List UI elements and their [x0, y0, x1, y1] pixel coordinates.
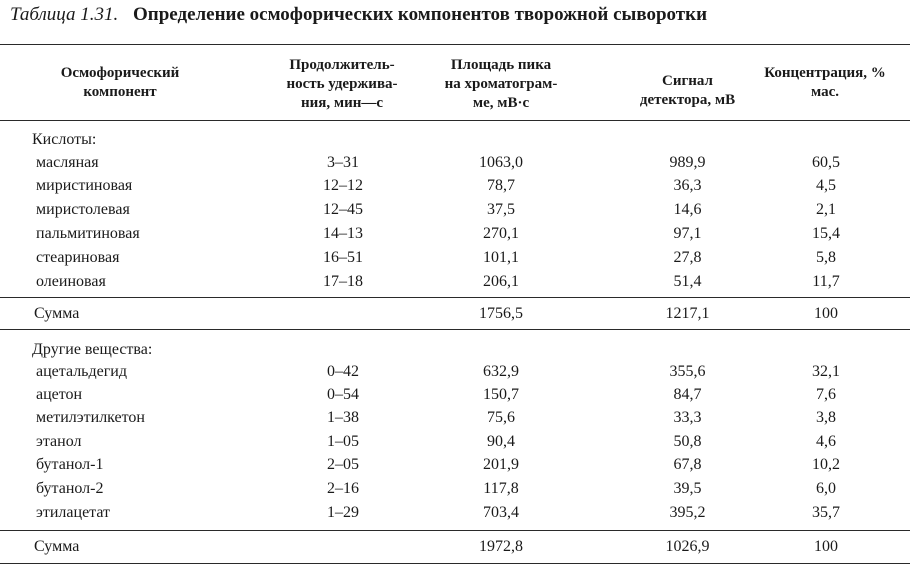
rule-bottom	[0, 563, 910, 564]
caption-title: Определение осмофорических компонентов творожной сыворотки	[132, 4, 708, 25]
group-title-others: Другие вещества:	[32, 341, 153, 358]
rule-acids-sum-bottom	[0, 329, 910, 330]
rule-top	[0, 44, 910, 45]
header-component: Осмофорический компонент	[60, 65, 180, 100]
rule-header-bottom	[0, 120, 910, 121]
rule-acids-sum-top	[0, 297, 910, 298]
header-retention: Продолжитель- ность удержива- ния, мин—с	[286, 57, 398, 111]
header-concentration: Концентрация, % мас.	[764, 65, 886, 100]
group-title-acids: Кислоты:	[32, 131, 97, 148]
header-signal: Сигнал детектора, мВ	[639, 73, 736, 108]
rule-others-sum-top	[0, 530, 910, 531]
table-caption	[10, 4, 707, 26]
caption-label: Таблица 1.31.	[10, 4, 119, 25]
header-peak-area: Площадь пика на хроматограм- ме, мВ·с	[444, 57, 558, 111]
